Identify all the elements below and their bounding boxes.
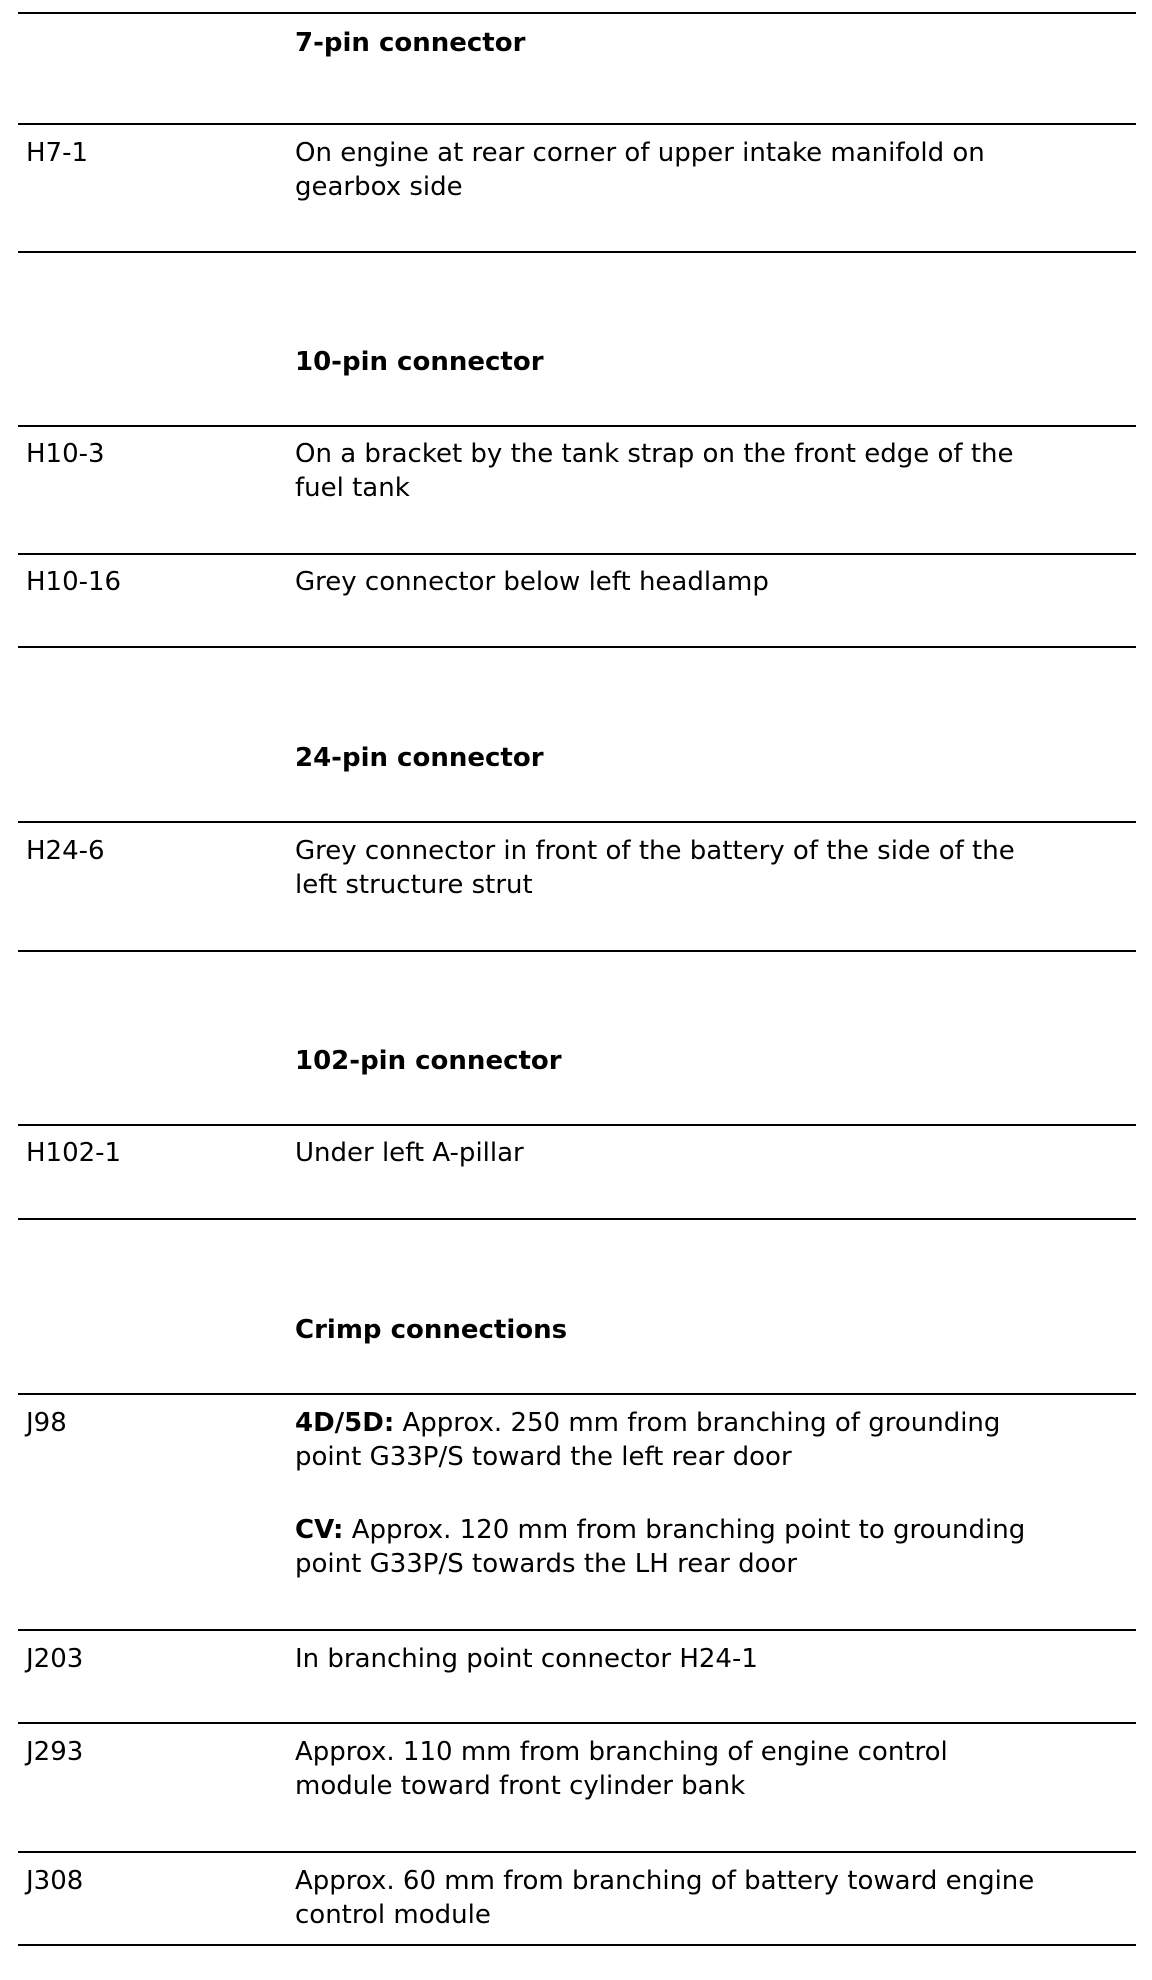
connector-id: H10-16 [26, 567, 122, 597]
connector-location: point G33P/S towards the LH rear door [295, 1549, 798, 1579]
connector-location: Grey connector in front of the battery of the side of the [295, 836, 1015, 866]
connector-location: control module [295, 1900, 491, 1930]
variant-text: Approx. 120 mm from branching point to grounding [343, 1515, 1026, 1545]
connector-location: In branching point connector H24-1 [295, 1644, 758, 1674]
divider [18, 646, 1136, 648]
connector-location: gearbox side [295, 172, 463, 202]
section-heading: 10-pin connector [295, 347, 544, 377]
section-heading: 7-pin connector [295, 28, 526, 58]
connector-location: module toward front cylinder bank [295, 1771, 746, 1801]
variant-text: Approx. 250 mm from branching of grounding [394, 1408, 1001, 1438]
connector-id: J293 [26, 1737, 84, 1767]
divider [18, 1722, 1136, 1724]
variant-label: 4D/5D: [295, 1408, 395, 1438]
section-heading: 24-pin connector [295, 743, 544, 773]
connector-id: J98 [26, 1408, 67, 1438]
section-heading: 102-pin connector [295, 1046, 562, 1076]
divider [18, 553, 1136, 555]
connector-id: H10-3 [26, 439, 105, 469]
divider [18, 1218, 1136, 1220]
section-heading: Crimp connections [295, 1315, 568, 1345]
connector-id: H102-1 [26, 1138, 122, 1168]
connector-location: fuel tank [295, 473, 410, 503]
connector-location [295, 1406, 1000, 1440]
connector-location: Under left A-pillar [295, 1138, 524, 1168]
divider [18, 1944, 1136, 1946]
variant-label: CV: [295, 1515, 344, 1545]
divider [18, 1124, 1136, 1126]
connector-location: Approx. 60 mm from branching of battery toward engine [295, 1866, 1035, 1896]
divider [18, 425, 1136, 427]
divider [18, 1851, 1136, 1853]
divider [18, 950, 1136, 952]
connector-location: Grey connector below left headlamp [295, 567, 769, 597]
divider [18, 1629, 1136, 1631]
connector-location: left structure strut [295, 870, 533, 900]
divider [18, 12, 1136, 14]
divider [18, 251, 1136, 253]
connector-location [295, 1513, 1025, 1547]
connector-location: Approx. 110 mm from branching of engine control [295, 1737, 948, 1767]
connector-location: point G33P/S toward the left rear door [295, 1442, 792, 1472]
connector-id: J308 [26, 1866, 84, 1896]
divider [18, 1393, 1136, 1395]
connector-id: H7-1 [26, 138, 89, 168]
divider [18, 123, 1136, 125]
connector-id: J203 [26, 1644, 84, 1674]
connector-location: On a bracket by the tank strap on the front edge of the [295, 439, 1014, 469]
connector-location: On engine at rear corner of upper intake manifold on [295, 138, 985, 168]
connector-id: H24-6 [26, 836, 105, 866]
divider [18, 821, 1136, 823]
